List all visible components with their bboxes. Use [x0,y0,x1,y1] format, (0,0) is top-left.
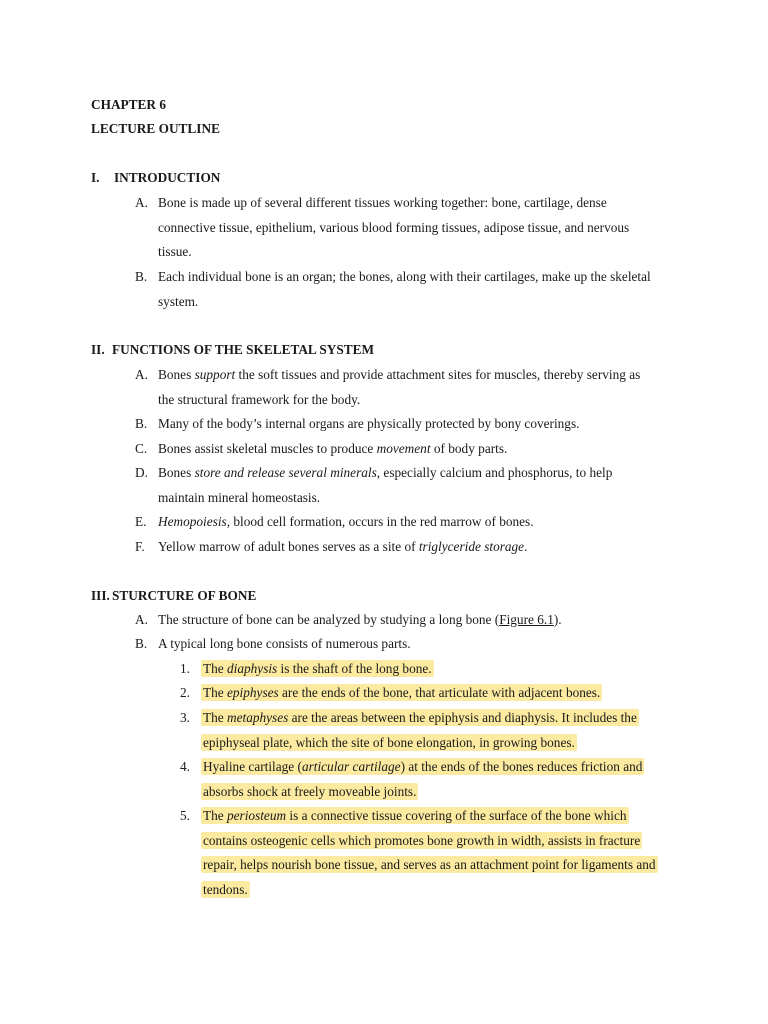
item-line: the structural framework for the body. [158,391,361,407]
highlighted-text: epiphyseal plate, which the site of bone elongation, in growing bones. [203,734,575,750]
item-line: Bone is made up of several different tissues working together: bone, cartilage, dense [158,195,607,210]
list-marker: C. [135,441,148,456]
sub-item-marker: 4. [180,759,190,774]
list-item-functions-b [135,412,580,437]
list-marker: B. [135,269,148,284]
list-marker: A. [135,195,148,210]
item-line [203,706,639,731]
emphasis-text: movement [376,441,431,456]
item-line [203,829,658,854]
list-item-intro-b [135,265,651,314]
emphasis-text: store and release several minerals [194,465,377,480]
emphasis-text: diaphysis [227,661,278,676]
highlighted-text: Hyaline cartilage (articular cartilage) at the ends of the bones reduces friction and [203,759,643,774]
item-line [203,755,644,780]
emphasis-text: periosteum [227,808,287,823]
highlighted-text: repair, helps nourish bone tissue, and serves as an attachment point for ligaments and [203,857,656,873]
item-line [203,804,658,829]
item-line: maintain mineral homeostasis. [158,489,321,505]
emphasis-text: metaphyses [227,710,289,725]
highlighted-text: The diaphysis is the shaft of the long bone. [203,661,432,676]
item-line: connective tissue, epithelium, various blood forming tissues, adipose tissue, and nervous [158,219,630,235]
section-heading-introduction [91,166,220,191]
section-numeral: I. [91,170,100,185]
section-heading-functions [91,338,374,363]
section-title: FUNCTIONS OF THE SKELETAL SYSTEM [112,342,375,357]
emphasis-text: epiphyses [227,685,279,700]
item-line: A typical long bone consists of numerous parts. [158,636,411,651]
list-marker: F. [135,539,145,554]
emphasis-text: articular cartilage [301,759,401,774]
item-line [203,780,644,805]
highlighted-text: contains osteogenic cells which promotes bone growth in width, assists in fracture [203,832,641,848]
list-item-intro-a [135,191,630,265]
section-title: INTRODUCTION [114,170,221,185]
highlighted-text: The epiphyses are the ends of the bone, that articulate with adjacent bones. [203,685,601,700]
list-item-structure-a [135,608,562,633]
item-line: Yellow marrow of adult bones serves as a site of triglyceride storage. [158,539,528,554]
section-numeral: II. [91,342,105,357]
section-title: STURCTURE OF BONE [112,588,257,603]
list-marker: A. [135,367,148,382]
sub-item-marker: 2. [180,685,190,700]
highlighted-text: The metaphyses are the areas between the epiphysis and diaphysis. It includes the [203,710,637,725]
list-item-structure-b [135,632,411,657]
emphasis-text: Hemopoiesis [158,514,227,529]
highlighted-text: The periosteum is a connective tissue covering of the surface of the bone which [203,808,627,823]
item-line: The structure of bone can be analyzed by studying a long bone (Figure 6.1). [158,612,562,627]
chapter-title: CHAPTER 6 [91,97,166,112]
item-line: Bones assist skeletal muscles to produce movement of body parts. [158,441,508,456]
emphasis-text: triglyceride storage [418,539,525,554]
item-line: system. [158,293,199,309]
item-line [203,657,434,682]
item-line [203,681,602,706]
item-line: Hemopoiesis, blood cell formation, occurs in the red marrow of bones. [158,514,534,529]
item-line: Many of the body’s internal organs are physically protected by bony coverings. [158,416,580,431]
list-marker: B. [135,416,148,431]
sub-item-marker: 3. [180,710,190,725]
list-marker: A. [135,612,148,627]
list-item-functions-a [135,363,641,412]
list-item-functions-f [135,535,528,560]
item-line [203,878,658,903]
list-marker: D. [135,465,148,480]
item-line: Each individual bone is an organ; the bones, along with their cartilages, make up the skeletal [158,269,651,284]
list-marker: E. [135,514,147,529]
sub-item-marker: 1. [180,661,190,676]
section-numeral: III. [91,588,110,603]
sub-item-1 [180,657,434,682]
list-item-functions-d [135,461,613,510]
sub-item-5 [180,804,658,902]
list-item-functions-e [135,510,534,535]
list-item-functions-c [135,437,508,462]
item-line: Bones store and release several minerals, especially calcium and phosphorus, to help [158,465,613,480]
figure-link[interactable]: Figure 6.1 [499,612,554,627]
highlighted-text: absorbs shock at freely moveable joints. [203,783,417,799]
sub-item-3 [180,706,639,755]
sub-item-2 [180,681,602,706]
item-line: Bones support the soft tissues and provide attachment sites for muscles, thereby serving as [158,367,641,382]
list-marker: B. [135,636,148,651]
lecture-outline-title: LECTURE OUTLINE [91,121,220,136]
item-line: tissue. [158,244,192,260]
sub-item-4 [180,755,644,804]
highlighted-text: tendons. [203,881,248,897]
emphasis-text: support [194,367,236,382]
item-line [203,853,658,878]
sub-item-marker: 5. [180,808,190,823]
item-line [203,731,639,756]
section-heading-structure [91,584,256,609]
